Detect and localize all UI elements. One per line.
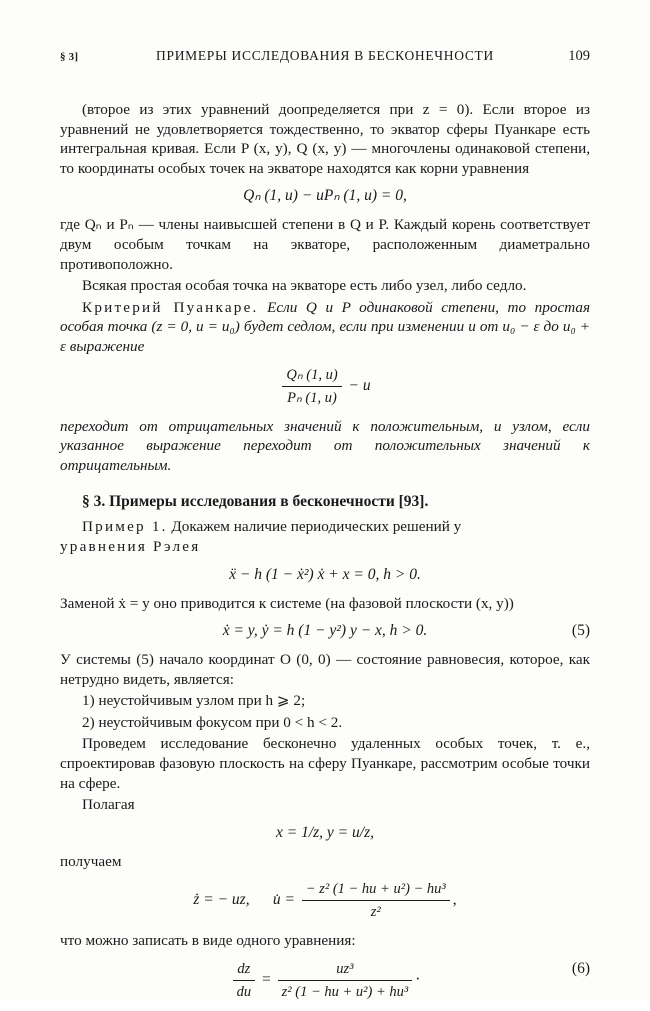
equation-rayleigh-text: ẍ − h (1 − ẋ²) ẋ + x = 0, h > 0. <box>229 565 421 583</box>
equation-qn-upn-text: Qₙ (1, u) − uPₙ (1, u) = 0, <box>243 187 407 205</box>
fraction-udot <box>302 879 450 922</box>
example-label: Пример 1. <box>82 518 168 536</box>
equation-6-equals: = <box>262 971 271 989</box>
equation-qn-upn <box>60 186 590 206</box>
paragraph-7: Заменой ẋ = y оно приводится к системе (на фазовой плоскости (x, y)) <box>60 594 514 612</box>
header-section-marker: § 3] <box>60 51 79 63</box>
equation-udot-label: u̇ = <box>272 891 295 909</box>
paragraph-11: получаем <box>60 852 122 870</box>
paragraph-2: где Qₙ и Pₙ — члены наивысшей степени в Q и P. Каждый корень соответствует двум особым точкам на экваторе, расположенным диаметрально противоположно. <box>60 216 590 273</box>
fraction-dz-du <box>233 959 256 1002</box>
page-number: 109 <box>568 48 590 64</box>
equation-number-5: (5) <box>571 622 590 640</box>
equation-udot-comma: , <box>452 891 457 909</box>
fraction-rhs-denominator: z² (1 − hu + u²) + hu³ <box>281 984 409 1001</box>
header-running-title: ПРИМЕРЫ ИССЛЕДОВАНИЯ В БЕСКОНЕЧНОСТИ <box>156 48 494 63</box>
equation-number-6: (6) <box>571 960 590 978</box>
fraction-dz-du-denominator: du <box>236 984 252 1001</box>
fraction-tail: − u <box>348 376 371 394</box>
equation-zdot: ż = − uz, <box>193 891 250 909</box>
equation-zdot-udot <box>60 879 590 922</box>
fraction-rhs-numerator: uz³ <box>278 959 413 981</box>
equation-system-5-text: ẋ = y, ẏ = h (1 − y²) y − x, h > 0. <box>222 622 428 640</box>
equation-6 <box>60 959 590 1002</box>
equation-substitution <box>60 823 590 843</box>
running-head <box>60 48 590 66</box>
paragraph-9: Проведем исследование бесконечно удаленных особых точек, т. е., спроектировав фазовую плоскость на сферу Пуанкаре, рассмотрим особые точки на сфере. <box>60 735 590 792</box>
poincare-criterion-lead: Критерий Пуанкаре. <box>82 298 259 316</box>
poincare-criterion-statement: Если Q и P одинаковой степени, то простая особая точка (z = 0, u = u₀) будет седлом, если при изменении u от u₀ − ε до u₀ + ε выражение <box>60 298 590 355</box>
paragraph-1: (второе из этих уравнений доопределяется при z = 0). Если второе из уравнений не удовлетворяется тождественно, то экватор сферы Пуанкаре есть интегральная кривая. Если P (x, y), Q (x, y) — многочлены одинаковой степени, то координаты особых точек на экваторе находятся как корни уравнения <box>60 101 590 177</box>
paragraph-10: Полагая <box>82 796 135 814</box>
equation-6-period: · <box>415 971 421 989</box>
page-content <box>60 48 590 1011</box>
fraction-udot-denominator: z² <box>370 904 381 921</box>
paragraph-12: что можно записать в виде одного уравнения: <box>60 932 356 950</box>
paragraph-rayleigh-equation-label: уравнения Рэлея <box>60 537 201 555</box>
fraction-dz-du-numerator: dz <box>233 959 256 981</box>
paragraph-example-lead <box>60 517 590 537</box>
paragraph-8: У системы (5) начало координат O (0, 0) — состояние равновесия, которое, как нетрудно видеть, является: <box>60 651 590 688</box>
fraction-rhs <box>278 959 413 1002</box>
paragraph-5: переходит от отрицательных значений к положительным, и узлом, если указанное выражение переходит от положительных значений к отрицательным. <box>60 417 590 474</box>
equation-rayleigh <box>60 565 590 585</box>
paragraph-4 <box>60 298 590 357</box>
list-item-2: 2) неустойчивым фокусом при 0 < h < 2. <box>82 713 343 731</box>
equation-substitution-text: x = 1/z, y = u/z, <box>276 823 374 841</box>
fraction-udot-numerator: − z² (1 − hu + u²) − hu³ <box>302 879 450 901</box>
fraction-numerator: Qₙ (1, u) <box>282 365 341 387</box>
fraction-qn-pn <box>282 365 341 408</box>
equation-poincare-fraction <box>60 365 590 408</box>
list-item-1: 1) неустойчивым узлом при h ⩾ 2; <box>82 692 306 710</box>
example-text: Докажем наличие периодических решений у <box>171 518 462 536</box>
section-heading: § 3. Примеры исследования в бесконечности [93]. <box>82 493 429 511</box>
equation-system-5 <box>60 621 590 641</box>
paragraph-3: Всякая простая особая точка на экваторе есть либо узел, либо седло. <box>82 277 527 295</box>
fraction-denominator: Pₙ (1, u) <box>287 389 337 406</box>
